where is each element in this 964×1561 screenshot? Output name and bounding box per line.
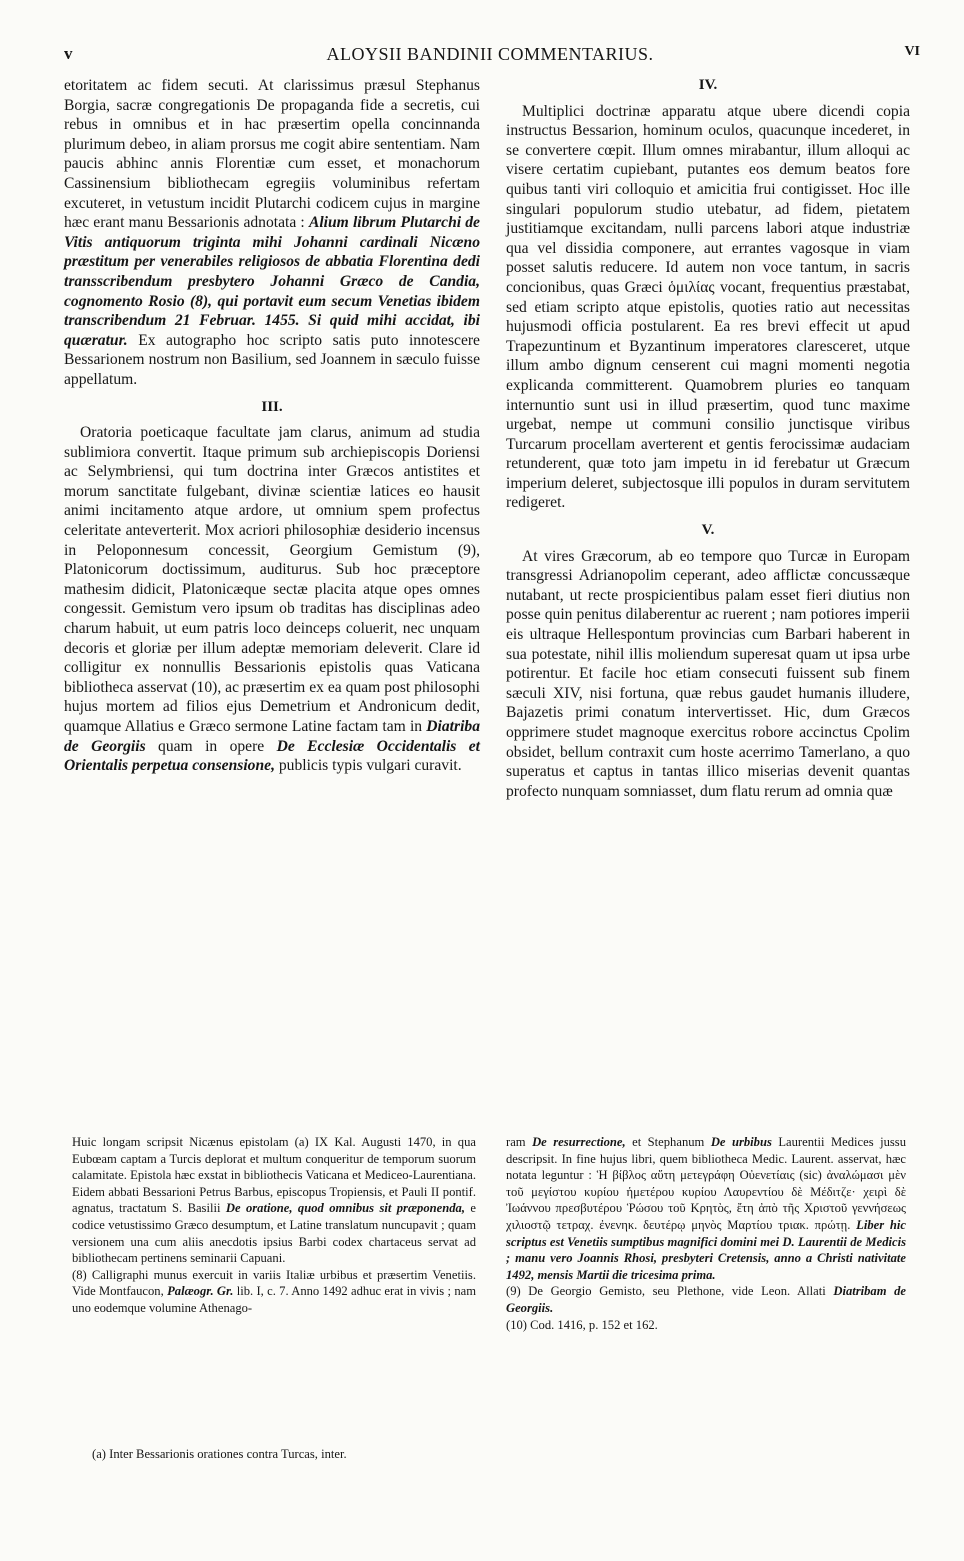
left-column	[64, 76, 480, 776]
footnote-8	[72, 1267, 476, 1317]
italic-title: De oratione, quod omnibus sit præponenda,	[225, 1201, 465, 1216]
text: Ex autographo hoc scripto satis puto innotescere Bessarionem nostrum non Basilium, sed Joannem in sæculo fuisse appellatum.	[64, 331, 480, 388]
text: et Stephanum	[632, 1135, 705, 1149]
text: etoritatem ac fidem secuti. At clarissimus præsul Stephanus Borgia, sacræ congregationis De propaganda fide a secretis, cui rebus in omnibus et in hac præsertim opella concinnanda plurimum debeo, in aliam prorsus me cogit abire sententiam. Nam paucis abhinc annis Florentiæ cum esset, et monachorum Cassinensium bibliothecam egregiis voluminibus refertam excuteret, in vetustum incidit Plutarchi codicem cujus in margine hæc erant manu Bessarionis adnotata :	[64, 77, 480, 232]
text: Oratoria poeticaque facultate jam clarus, animum ad studia sublimiora convertit. Itaque primum sub archiepiscopis Doriensi ac Selymbriensi, qui tum doctrina inter Græcos antistites et morum sanctitate fulgebant, divinæ scientiæ latices eo hausit animi incitamento atque ardore, ut omnium spem profectus celeritate anteverterit. Mox acriori philosophiæ desiderio incensus in Peloponnesum concessit, Georgium Gemistum (9), Platonicorum doctissimum, auditurus. Sub hoc præceptore mathesim didicit, Platonicæque sectæ placita atque opes omnes congessit. Gemistum vero ipsum ob traditas has disciplinas adeo charum habuit, ut eum patris loco deinceps coluerit, nec unquam decoris et gloriæ per illum adeptæ memoriam deleverit. Clare id colligitur ex nonnullis Bessarionis epistolis quas Vaticana bibliotheca asservat (10), ac præsertim ex ea quam post philosophi hujus mortem ad filios ejus Demetrium et Andronicum dedit, quamque Allatius e Græco sermone Latine factam tam in	[64, 424, 480, 735]
italic-quote: Alium librum Plutarchi de Vitis antiquorum triginta mihi Johanni cardinali Nicæno præstitum per venerabiles religiosos de abbatia Florentina dedi transscribendum presbytero Johanni Græco de Candia, cognomento Rosio (8), qui portavit eum secum Venetias ibidem transcribendum 21 Februar. 1455. Si quid mihi accidat, ibi quæratur.	[64, 214, 480, 349]
greek-text: Laurentii Medices jussu descripsit. In fine hujus libri, quem bibliotheca Medic. Laurent. asservat, hæc notata leguntur : Ἡ βίβλος αὕτη μετεγράφη Οὐενετίαις (sic) ἀναλώμασι μὲν τοῦ μεγίστου κυρίου ἡμετέρου κυρίου Λαυρεντίου δὲ Μέδιτζε· χειρὶ δὲ Ἰωάννου πρεσβυτέρου Ῥώσου τοῦ Κρητὸς, ἔτη ἀπὸ τῆς Χριστοῦ γεννήσεως χιλιοστῷ τετραχ. ἐνενηκ. δευτέρῳ μηνὸς Μαρτίου τριακ. πρώτῃ.	[506, 1135, 906, 1232]
footnotes-left	[72, 1134, 476, 1317]
italic-title: Diatriba de Georgiis	[64, 718, 480, 755]
footnote	[72, 1134, 476, 1267]
text: lib. I, c. 7. Anno 1492 adhuc erat in vivis ; nam uno eodemque volumine Athenago-	[72, 1284, 477, 1315]
text: e codice vetustissimo Græco desumptum, et Latine translatum nuncupavit ; quam versionem una cum aliis anecdotis ipsius Barbi codex chartaceus servat ad bibliothecam pertinens seminarii Capuani.	[72, 1201, 476, 1266]
paragraph: At vires Græcorum, ab eo tempore quo Turcæ in Europam transgressi Adrianopolim ceperant, adeo afflictæ concussæque nutabant, ut recte prospicientibus palam esset fieri diutius non posse quin penitus dilaberentur ac ruerent ; nam potiores imperii eis ultraque Hellespontum provincias cum Barbari haberent in sua potestate, nihil illis moliendum superesat quam ut ipsa urbe potirentur. Et facile hoc etiam consecuti fuissent sub finem sæculi XIV, nisi fortuna, quæ rebus gaudet humanis illudere, Bajazetis primi conatum intervertisset. Hic, dum Græcos opprimere studet magnoque exercitus robore accinctus Cpolim obsidet, bellum contraxit cum hoste acerrimo Tamerlano, a quo superatus et captus in tantas illico miserias devenit quantas profecto nunquam somniasset, dum flatu rerum ad omnia quæ	[506, 547, 910, 800]
section-heading-5: V.	[701, 522, 715, 539]
section-heading-3: III.	[261, 398, 283, 415]
paragraph	[64, 423, 480, 776]
italic-note: Liber hic scriptus est Venetiis sumptibus magnifici domini mei D. Laurentii de Medicis ; manu vero Joannis Rhosi, presbyteri Cretensis, anno a Christi nativitate 1492, mensis Martii die tricesima prima.	[506, 1217, 906, 1282]
page-header	[60, 44, 920, 68]
section-heading-4: IV.	[698, 77, 718, 93]
italic-title: Diatribam de Georgiis.	[506, 1284, 907, 1315]
italic-title: De resurrectione,	[532, 1135, 626, 1149]
italic-title: De Ecclesiæ Occidentalis et Orientalis perpetua consensione,	[64, 737, 480, 775]
italic-title: De urbibus	[710, 1135, 772, 1149]
running-title: ALOYSII BANDINII COMMENTARIUS.	[326, 44, 654, 64]
footnotes-right	[506, 1134, 906, 1333]
paragraph	[64, 76, 480, 390]
text: (8) Calligraphi munus exercuit in variis Italiæ urbibus et præsertim Venetiis. Vide Montfaucon,	[72, 1267, 476, 1299]
text: quam in opere	[158, 737, 265, 755]
paragraph: Multiplici doctrinæ apparatu atque ubere dicendi copia instructus Bessarion, hominum oculos, quacunque incederet, in se convertere cœpit. Illum omnes mirabantur, illum alloqui ac visere certatim cupiebant, putantes eos demum beatos fore quibus tanti viri colloquio et amicitia frui contigisset. Hoc ille singulari populorum studio utebatur, ad fidem, pietatem justitiamque excitandam, nulli parcens labori atque industriæ qua vel dissidia componere, aut errantes vagosque in viam posset salutis reducere. Id autem non voce tantum, in sacris concionibus, quas Græci ὁμιλίας vocant, frequentius præstabat, sed etiam scripto atque epistolis, quoties ratio aut necessitas hujusmodi officia postularent. Ea res brevi effecit ut apud Trapezuntinum et Byzantinum imperatores claresceret, utque illum ambo dignum censerent cui magni momenti negotia explicanda committerent. Quamobrem pluries eo tanquam internuntio sunt usi in illud præsertim, quod tunc maxime urgebat, nempe ut communi consilio junctisque viribus Turcarum procellam averterent et gentis ferocissimæ audaciam retunderent, quæ toto jam impetu in id ferebatur ut Græcum imperium deleret, subjectosque illi populos in duram servitutem redigeret.	[506, 102, 910, 512]
page-number: VI	[904, 44, 920, 59]
footnote-9	[506, 1283, 906, 1316]
text: Huic longam scripsit Nicænus epistolam (a) IX Kal. Augusti 1470, in qua Eubœam captam a Turcis deplorat et multum conqueritur de temporum suorum calamitate. Epistola hæc exstat in bibliothecis Vaticana et Mediceo-Laurentiana. Eidem abbati Bessarioni Petrus Barbus, episcopus Tropiensis, et Pauli II pontif. agnatus, tractatum S. Basilii	[72, 1135, 476, 1216]
text: publicis typis vulgari curavit.	[278, 757, 462, 775]
footnote-bottom: (a) Inter Bessarionis orationes contra Turcas, inter.	[92, 1447, 347, 1461]
text: ram	[506, 1135, 526, 1149]
italic-title: Palæogr. Gr.	[167, 1284, 234, 1299]
text: (9) De Georgio Gemisto, seu Plethone, vide Leon. Allati	[506, 1284, 826, 1299]
footnote	[506, 1134, 906, 1283]
header-mark: v	[64, 44, 73, 63]
footnote-10: (10) Cod. 1416, p. 152 et 162.	[506, 1317, 658, 1332]
right-column	[506, 76, 910, 801]
